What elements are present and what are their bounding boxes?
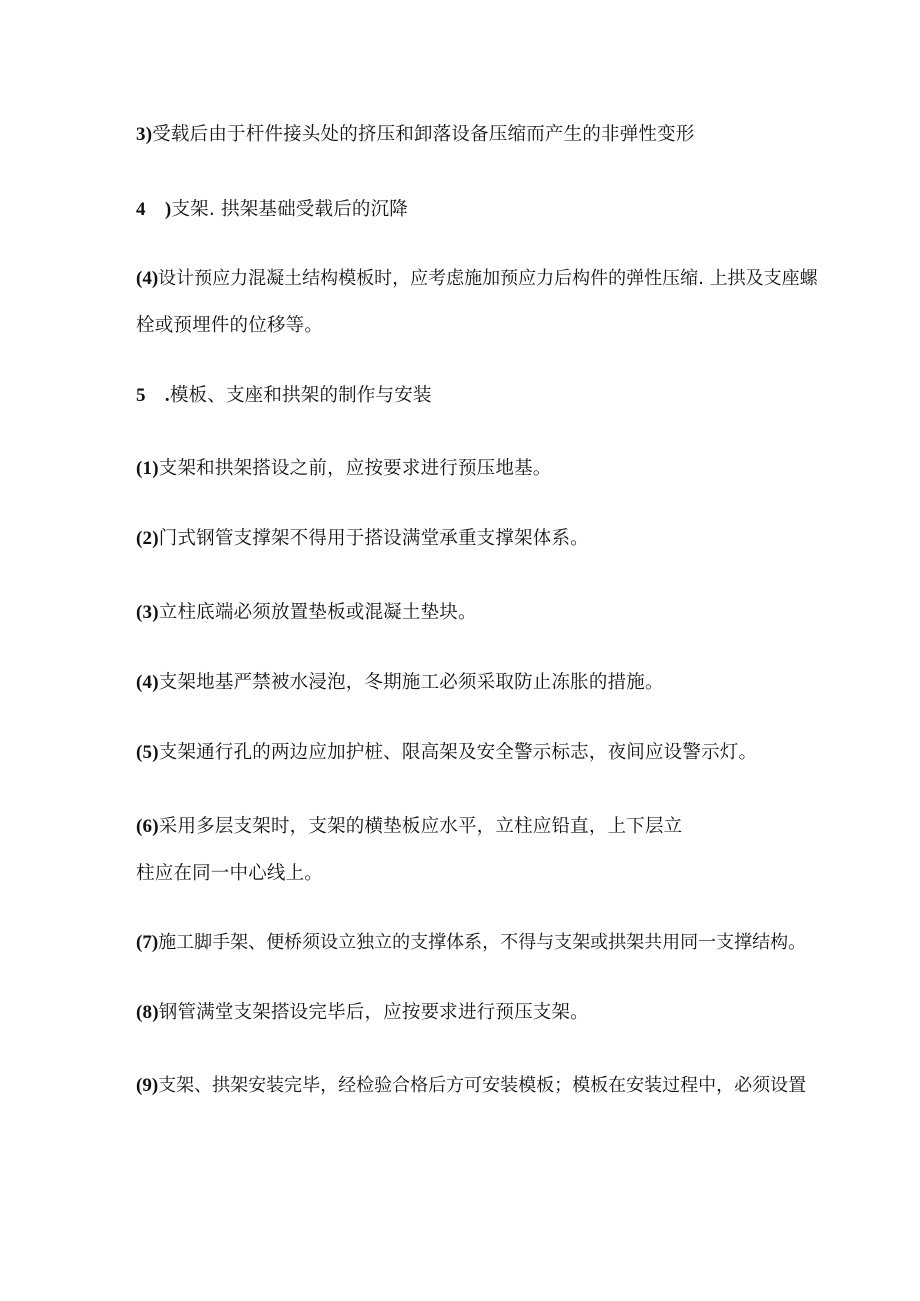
text-line <box>136 671 664 695</box>
text-line <box>136 741 757 765</box>
text-line <box>136 527 589 551</box>
item-number: (8) <box>136 1002 159 1023</box>
text-line <box>136 862 323 886</box>
item-number: 4 ) <box>136 199 172 220</box>
text-line <box>136 815 682 839</box>
line-text: 施工脚手架、便桥须设立独立的支撑体系，不得与支架或拱架共用同一支撑结构。 <box>158 932 807 953</box>
text-line <box>136 931 806 955</box>
item-number: 3) <box>136 124 153 145</box>
text-line <box>136 1074 806 1098</box>
line-text: 设计预应力混凝土结构模板时，应考虑施加预应力后构件的弹性压缩. 上拱及支座螺 <box>158 268 818 289</box>
text-line <box>136 457 551 481</box>
text-line <box>136 123 695 147</box>
line-text: 栓或预埋件的位移等。 <box>136 315 324 336</box>
item-number: (1) <box>136 458 159 479</box>
text-line <box>136 267 818 291</box>
line-text: 支架地基严禁被水浸泡，冬期施工必须采取防止冻胀的措施。 <box>158 672 664 693</box>
item-number: (2) <box>136 528 159 549</box>
line-text: 钢管满堂支架搭设完毕后，应按要求进行预压支架。 <box>158 1002 589 1023</box>
text-line <box>136 601 477 625</box>
line-text: 支架. 拱架基础受载后的沉降 <box>171 199 408 220</box>
item-number: (3) <box>136 602 159 623</box>
item-number: (4) <box>136 672 159 693</box>
item-number: (5) <box>136 742 159 763</box>
line-text: 模板、支座和拱架的制作与安装 <box>169 385 432 406</box>
item-number: (9) <box>136 1075 159 1096</box>
line-text: 支架通行孔的两边应加护桩、限高架及安全警示标志，夜间应设警示灯。 <box>158 742 758 763</box>
line-text: 门式钢管支撑架不得用于搭设满堂承重支撑架体系。 <box>158 528 589 549</box>
line-text: 立柱底端必须放置垫板或混凝土垫块。 <box>158 602 477 623</box>
text-line <box>136 198 408 222</box>
line-text: 支架、拱架安装完毕，经检验合格后方可安装模板；模板在安装过程中，必须设置 <box>158 1075 807 1096</box>
line-text: 采用多层支架时，支架的横垫板应水平，立柱应铅直，上下层立 <box>158 816 683 837</box>
item-number: (7) <box>136 932 159 953</box>
line-text: 受载后由于杆件接头处的挤压和卸落设备压缩而产生的非弹性变形 <box>152 124 695 145</box>
text-line <box>136 314 323 338</box>
item-number: (6) <box>136 816 159 837</box>
section-heading <box>136 384 432 408</box>
text-line <box>136 1001 589 1025</box>
line-text: 柱应在同一中心线上。 <box>136 863 324 884</box>
item-number: 5 . <box>136 385 170 406</box>
line-text: 支架和拱架搭设之前，应按要求进行预压地基。 <box>158 458 552 479</box>
item-number: (4) <box>136 268 159 289</box>
